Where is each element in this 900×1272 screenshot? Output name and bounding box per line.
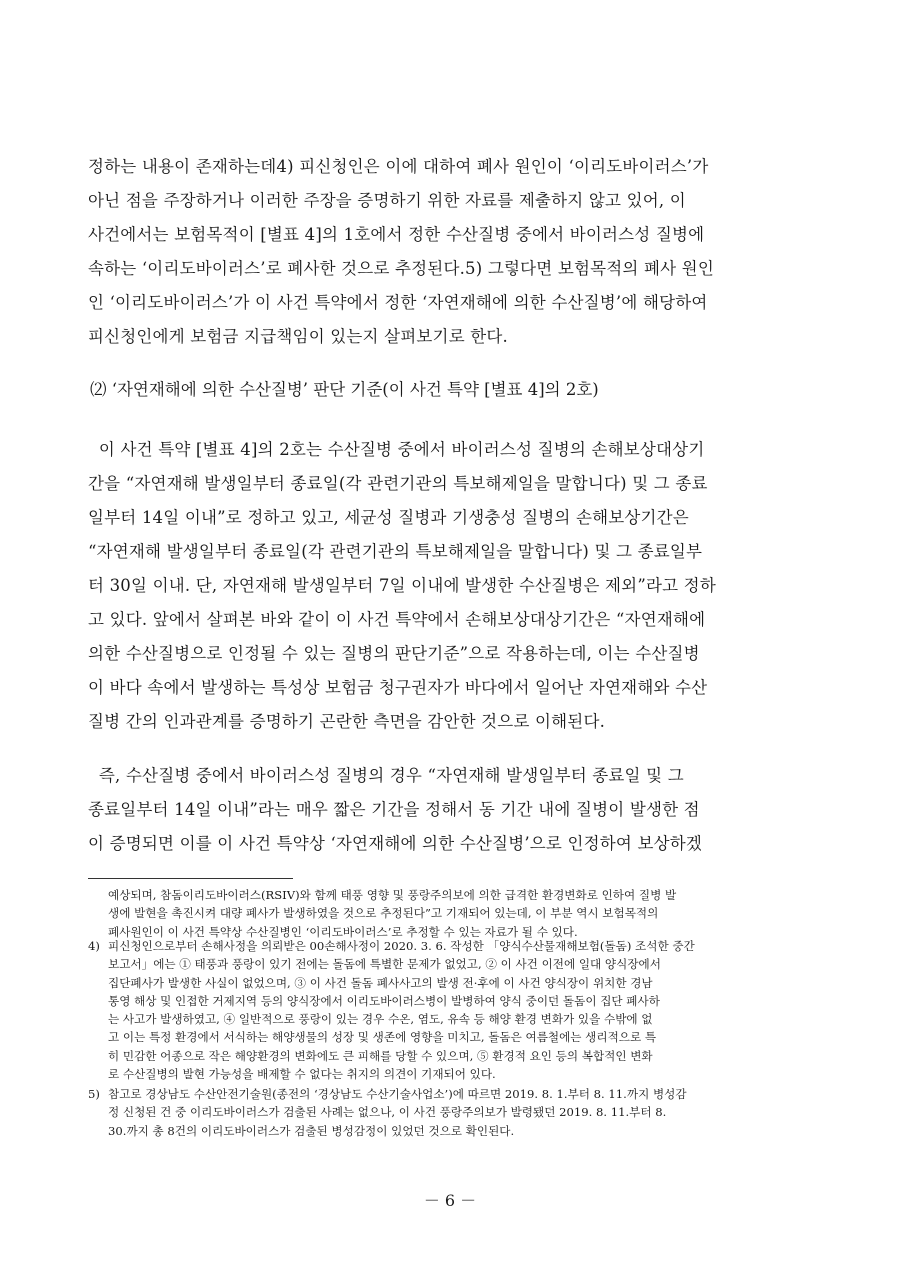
footnote-text: 피신청인으로부터 손해사정을 의뢰받은 00손해사정이 2020. 3. 6. 작성한 「양식수산물재해보험(돌돔) 조석한 중간 — [108, 939, 695, 953]
text-line: 터 30일 이내. 단, 자연재해 발생일부터 7일 이내에 발생한 수산질병은 제외”라고 정하 — [88, 576, 716, 595]
footnote-line: 고 이는 특정 환경에서 서식하는 해양생물의 성장 및 생존에 영향을 미치고, 돌돔은 여름철에는 생리적으로 특 — [108, 1030, 657, 1045]
footnote-line — [88, 1085, 814, 1103]
paragraph-2 — [88, 433, 814, 739]
footnote-line: 히 민감한 어종으로 작은 해양환경의 변화에도 큰 피해를 당할 수 있으며, ⑤ 환경적 요인 등의 복합적인 변화 — [108, 1048, 653, 1063]
footnote-line — [88, 937, 814, 955]
text-line: 이 바다 속에서 발생하는 특성상 보험금 청구권자가 바다에서 일어난 자연재해와 수산 — [88, 678, 708, 697]
footnote-separator — [88, 878, 293, 879]
footnote-line: 는 사고가 발생하였고, ④ 일반적으로 풍랑이 있는 경우 수온, 염도, 유속 등 해양 환경 변화가 있을 수밖에 없 — [108, 1012, 653, 1027]
text-line: 의한 수산질병으로 인정될 수 있는 질병의 판단기준”으로 작용하는데, 이는 수산질병 — [88, 644, 700, 663]
text-line: 종료일부터 14일 이내”라는 매우 짧은 기간을 정해서 동 기간 내에 질병이 발생한 점 — [88, 800, 700, 819]
page-number: － 6 － — [423, 1191, 477, 1210]
footnote-number: 5) — [88, 1087, 100, 1101]
text-line: “자연재해 발생일부터 종료일(각 관련기관의 특보해제일을 말합니다) 및 그 종료일부 — [88, 542, 703, 561]
footnote-line: 보고서」에는 ① 태풍과 풍랑이 있기 전에는 돌돔에 특별한 문제가 없었고, ② 이 사건 이전에 일대 양식장에서 — [108, 957, 661, 972]
footnote-4 — [88, 937, 814, 1083]
text-line: 일부터 14일 이내”로 정하고 있고, 세균성 질병과 기생충성 질병의 손해보상기간은 — [88, 508, 689, 527]
text-line: 정하는 내용이 존재하는데4) 피신청인은 이에 대하여 폐사 원인이 ‘이리도바이러스’가 — [88, 157, 709, 176]
text-line: 피신청인에게 보험금 지급책임이 있는지 살펴보기로 한다. — [88, 327, 509, 346]
text-line: 인 ‘이리도바이러스’가 이 사건 특약에서 정한 ‘자연재해에 의한 수산질병’에 해당하여 — [88, 293, 708, 312]
text-line: 질병 간의 인과관계를 증명하기 곤란한 측면을 감안한 것으로 이해된다. — [88, 712, 606, 731]
footnote-line: 폐사원인이 이 사건 특약상 수산질병인 ‘이리도바이러스’로 추정할 수 있는 자료가 될 수 있다. — [108, 924, 578, 939]
footnote-line: 로 수산질병의 발현 가능성을 배제할 수 없다는 취지의 의견이 기재되어 있다. — [108, 1067, 496, 1082]
text-line: 사건에서는 보험목적이 [별표 4]의 1호에서 정한 수산질병 중에서 바이러스성 질병에 — [88, 225, 705, 244]
text-line: 즉, 수산질병 중에서 바이러스성 질병의 경우 “자연재해 발생일부터 종료일 및 그 — [88, 766, 684, 785]
footnote-line: 정 신청된 건 중 이리도바이러스가 검출된 사례는 없으나, 이 사건 풍랑주의보가 발령됐던 2019. 8. 11.부터 8. — [108, 1105, 667, 1120]
footnote-5 — [88, 1085, 814, 1140]
paragraph-3 — [88, 759, 814, 861]
footnote-line: 통영 해상 및 인접한 거제지역 등의 양식장에서 이리도바이러스병이 발병하여 양식 중이던 돌돔이 집단 폐사하 — [108, 993, 660, 1008]
footnote-line: 예상되며, 참돔이리도바이러스(RSIV)와 함께 태풍 영향 및 풍랑주의보에 의한 급격한 환경변화로 인하여 질병 발 — [108, 888, 677, 902]
footnote-line: 집단폐사가 발생한 사실이 없었으며, ③ 이 사건 돌돔 폐사사고의 발생 전·후에 이 사건 양식장이 위치한 경남 — [108, 975, 653, 990]
footnote-continued — [88, 886, 814, 941]
text-line: 이 사건 특약 [별표 4]의 2호는 수산질병 중에서 바이러스성 질병의 손해보상대상기 — [88, 440, 705, 459]
footnote-text: 참고로 경상남도 수산안전기술원(종전의 ‘경상남도 수산기술사업소’)에 따르면 2019. 8. 1.부터 8. 11.까지 병성감 — [108, 1087, 687, 1101]
text-line: 이 증명되면 이를 이 사건 특약상 ‘자연재해에 의한 수산질병’으로 인정하여 보상하겠 — [88, 834, 703, 853]
paragraph-1 — [88, 150, 814, 354]
text-line: 간을 “자연재해 발생일부터 종료일(각 관련기관의 특보해제일을 말합니다) 및 그 종료 — [88, 474, 708, 493]
section-heading: ⑵ ‘자연재해에 의한 수산질병’ 판단 기준(이 사건 특약 [별표 4]의 2호) — [90, 380, 599, 399]
footnote-number: 4) — [88, 939, 100, 953]
text-line: 속하는 ‘이리도바이러스’로 폐사한 것으로 추정된다.5) 그렇다면 보험목적의 폐사 원인 — [88, 259, 714, 278]
text-line: 고 있다. 앞에서 살펴본 바와 같이 이 사건 특약에서 손해보상대상기간은 “자연재해에 — [88, 610, 706, 629]
footnote-line: 생에 발현을 촉진시켜 대량 폐사가 발생하였을 것으로 추정된다”고 기재되어 있는데, 이 부분 역시 보험목적의 — [108, 906, 659, 921]
text-line: 아닌 점을 주장하거나 이러한 주장을 증명하기 위한 자료를 제출하지 않고 있어, 이 — [88, 191, 686, 210]
footnote-line: 30.까지 총 8건의 이리도바이러스가 검출된 병성감정이 있었던 것으로 확인된다. — [108, 1123, 515, 1138]
